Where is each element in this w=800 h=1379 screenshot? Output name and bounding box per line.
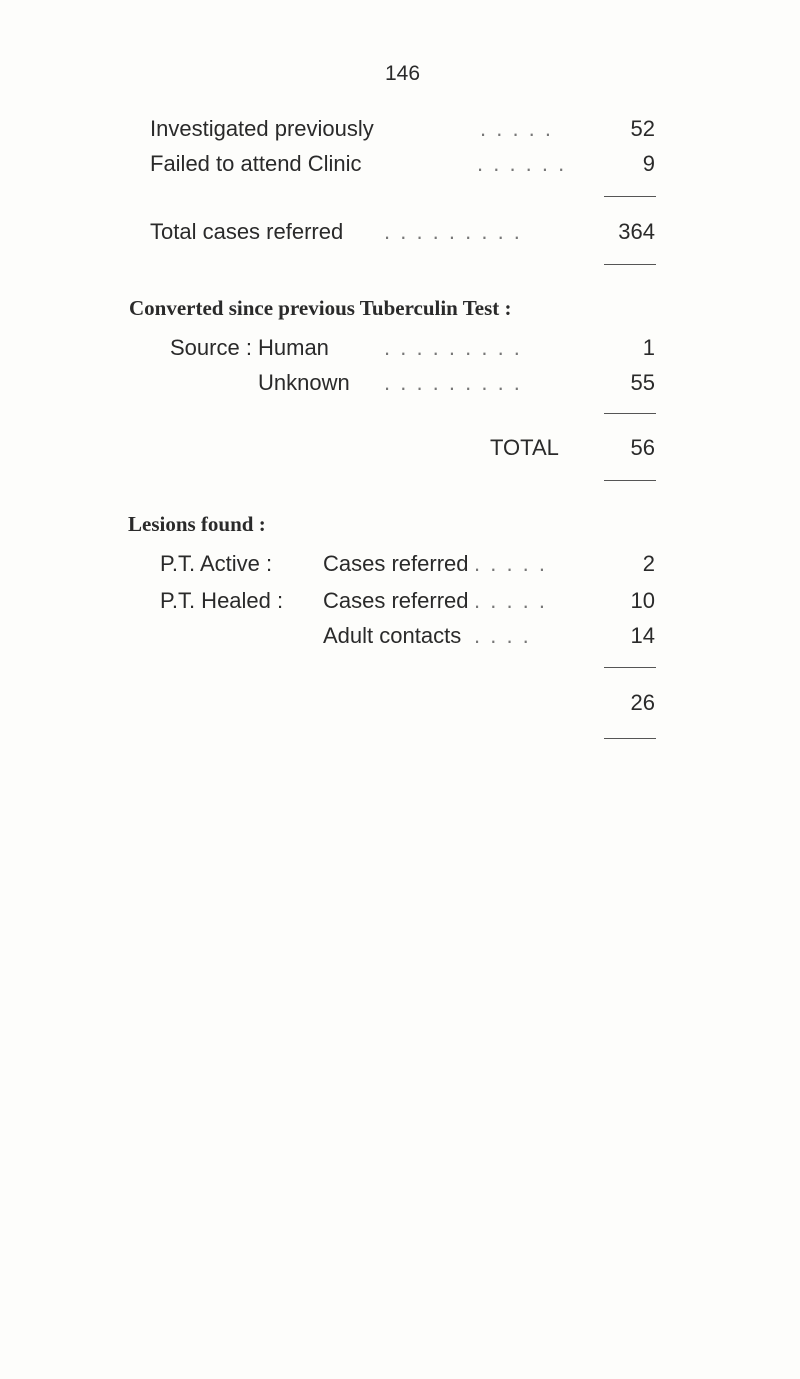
row-label: Cases referred — [323, 588, 469, 613]
total-rule — [604, 196, 656, 197]
row-label: Total cases referred — [150, 219, 344, 244]
row-label: Adult contacts — [323, 623, 462, 648]
section-heading: Lesions found : — [128, 512, 266, 536]
leader-dots: . . . . — [474, 623, 531, 648]
leader-dots: . . . . . . . . . — [384, 219, 522, 244]
row-category: P.T. Active : — [160, 551, 273, 576]
row-value: 52 — [630, 116, 655, 141]
total-underline — [604, 264, 656, 265]
row-value: 10 — [630, 588, 655, 613]
row-label: Investigated previously — [150, 116, 374, 141]
row-value: 14 — [630, 623, 655, 648]
row-value: 1 — [642, 335, 655, 360]
row-label: Failed to attend Clinic — [150, 151, 362, 176]
subtotal-value: 26 — [630, 690, 655, 715]
total-rule — [604, 413, 656, 414]
row-category: P.T. Healed : — [160, 588, 284, 613]
row-label: Unknown — [258, 370, 350, 395]
leader-dots: . . . . . . . . . — [384, 370, 522, 395]
row-value: 2 — [642, 551, 655, 576]
page-number: 146 — [385, 62, 421, 85]
total-underline — [604, 480, 656, 481]
leader-dots: . . . . . — [474, 551, 548, 576]
total-value: 56 — [630, 435, 655, 460]
subtotal-rule — [604, 667, 656, 668]
section-heading: Converted since previous Tuberculin Test : — [129, 296, 512, 320]
row-label: Human — [258, 335, 329, 360]
leader-dots: . . . . . — [474, 588, 548, 613]
leader-dots: . . . . . . . . . — [384, 335, 522, 360]
leader-dots: . . . . . . — [477, 151, 567, 176]
row-value: 9 — [642, 151, 655, 176]
row-value: 364 — [618, 219, 655, 244]
row-label: Cases referred — [323, 551, 469, 576]
total-label: TOTAL — [490, 435, 559, 460]
subtotal-underline — [604, 738, 656, 739]
row-value: 55 — [630, 370, 655, 395]
leader-dots: . . . . . — [480, 116, 554, 141]
source-label: Source : — [170, 335, 252, 360]
